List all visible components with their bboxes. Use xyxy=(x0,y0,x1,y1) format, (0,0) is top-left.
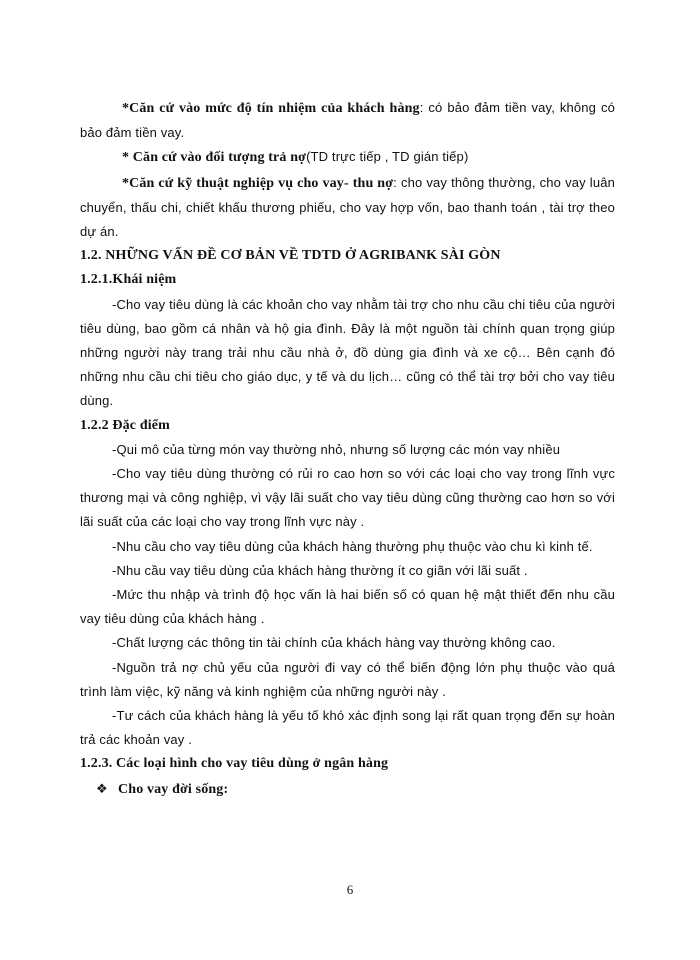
diamond-bullet-icon: ❖ xyxy=(96,781,108,797)
concept-paragraph: -Cho vay tiêu dùng là các khoản cho vay nhằm tài trợ cho nhu cầu chi tiêu của người tiêu dùng, bao gồm cá nhân và hộ gia đình. Đây là một nguồn tài chính quan trọng giúp những người này trang trải nhu cầu nhà ở, đồ dùng gia đình và xe cộ… Bên cạnh đó những nhu cầu chi tiêu cho giáo dục, y tế và du lịch… cũng có thể tài trợ bởi cho vay tiêu dùng. xyxy=(80,296,615,409)
page-number: 6 xyxy=(346,882,354,897)
characteristic-item: -Nguồn trả nợ chủ yếu của người đi vay có thể biến động lớn phụ thuộc vào quá trình làm việc, kỹ năng và kinh nghiệm của những người này . xyxy=(80,659,615,699)
characteristic-item: -Mức thu nhập và trình độ học vấn là hai biến số có quan hệ mật thiết đến nhu cầu vay tiêu dùng của khách hàng . xyxy=(80,587,615,627)
paragraph-text: : có bảo đảm tiền vay, không có bảo đảm tiền vay. xyxy=(80,100,615,141)
section-heading-1-2: 1.2. NHỮNG VẤN ĐỀ CƠ BẢN VỀ TDTD Ở AGRIBANK SÀI GÒN xyxy=(80,248,501,264)
section-heading-1-2-2: 1.2.2 Đặc điểm xyxy=(80,417,170,433)
section-heading-1-2-3: 1.2.3. Các loại hình cho vay tiêu dùng ở ngân hàng xyxy=(80,756,389,772)
bullet-text: Cho vay đời sống: xyxy=(118,781,229,797)
paragraph-technique xyxy=(80,171,615,245)
characteristic-item: -Cho vay tiêu dùng thường có rủi ro cao hơn so với các loại cho vay trong lĩnh vực thương mại và công nghiệp, vì vậy lãi suất cho vay tiêu dùng cũng thường cao hơn so với lãi suất của các loại cho vay trong lĩnh vực này . xyxy=(80,466,615,530)
characteristic-item: -Qui mô của từng món vay thường nhỏ, nhưng số lượng các món vay nhiều xyxy=(112,441,561,457)
characteristic-item: -Nhu cầu vay tiêu dùng của khách hàng thường ít co giãn với lãi suất . xyxy=(112,562,528,578)
paragraph-repayment-object xyxy=(80,145,615,170)
paragraph-label: * Căn cứ vào đối tượng trả nợ xyxy=(122,150,307,166)
characteristic-item: -Chất lượng các thông tin tài chính của khách hàng vay thường không cao. xyxy=(112,635,556,651)
paragraph-credit-rating xyxy=(80,96,615,145)
characteristic-item: -Tư cách của khách hàng là yếu tố khó xác định song lại rất quan trọng đến sự hoàn trả các khoản vay . xyxy=(80,708,615,748)
paragraph-label: *Căn cứ kỹ thuật nghiệp vụ cho vay- thu nợ xyxy=(122,175,394,191)
paragraph-label: *Căn cứ vào mức độ tín nhiệm của khách hàng xyxy=(122,101,420,116)
section-heading-1-2-1: 1.2.1.Khái niệm xyxy=(80,272,177,288)
page-content xyxy=(80,96,615,802)
paragraph-text: : cho vay thông thường, cho vay luân chuyển, thấu chi, chiết khấu thương phiếu, cho vay hợp vốn, bao thanh toán , tài trợ theo dự án. xyxy=(80,174,615,240)
paragraph-text: (TD trực tiếp , TD gián tiếp) xyxy=(306,149,469,165)
bullet-item-consumer-loan xyxy=(80,777,615,802)
characteristic-item: -Nhu cầu cho vay tiêu dùng của khách hàng thường phụ thuộc vào chu kì kinh tế. xyxy=(112,538,593,554)
